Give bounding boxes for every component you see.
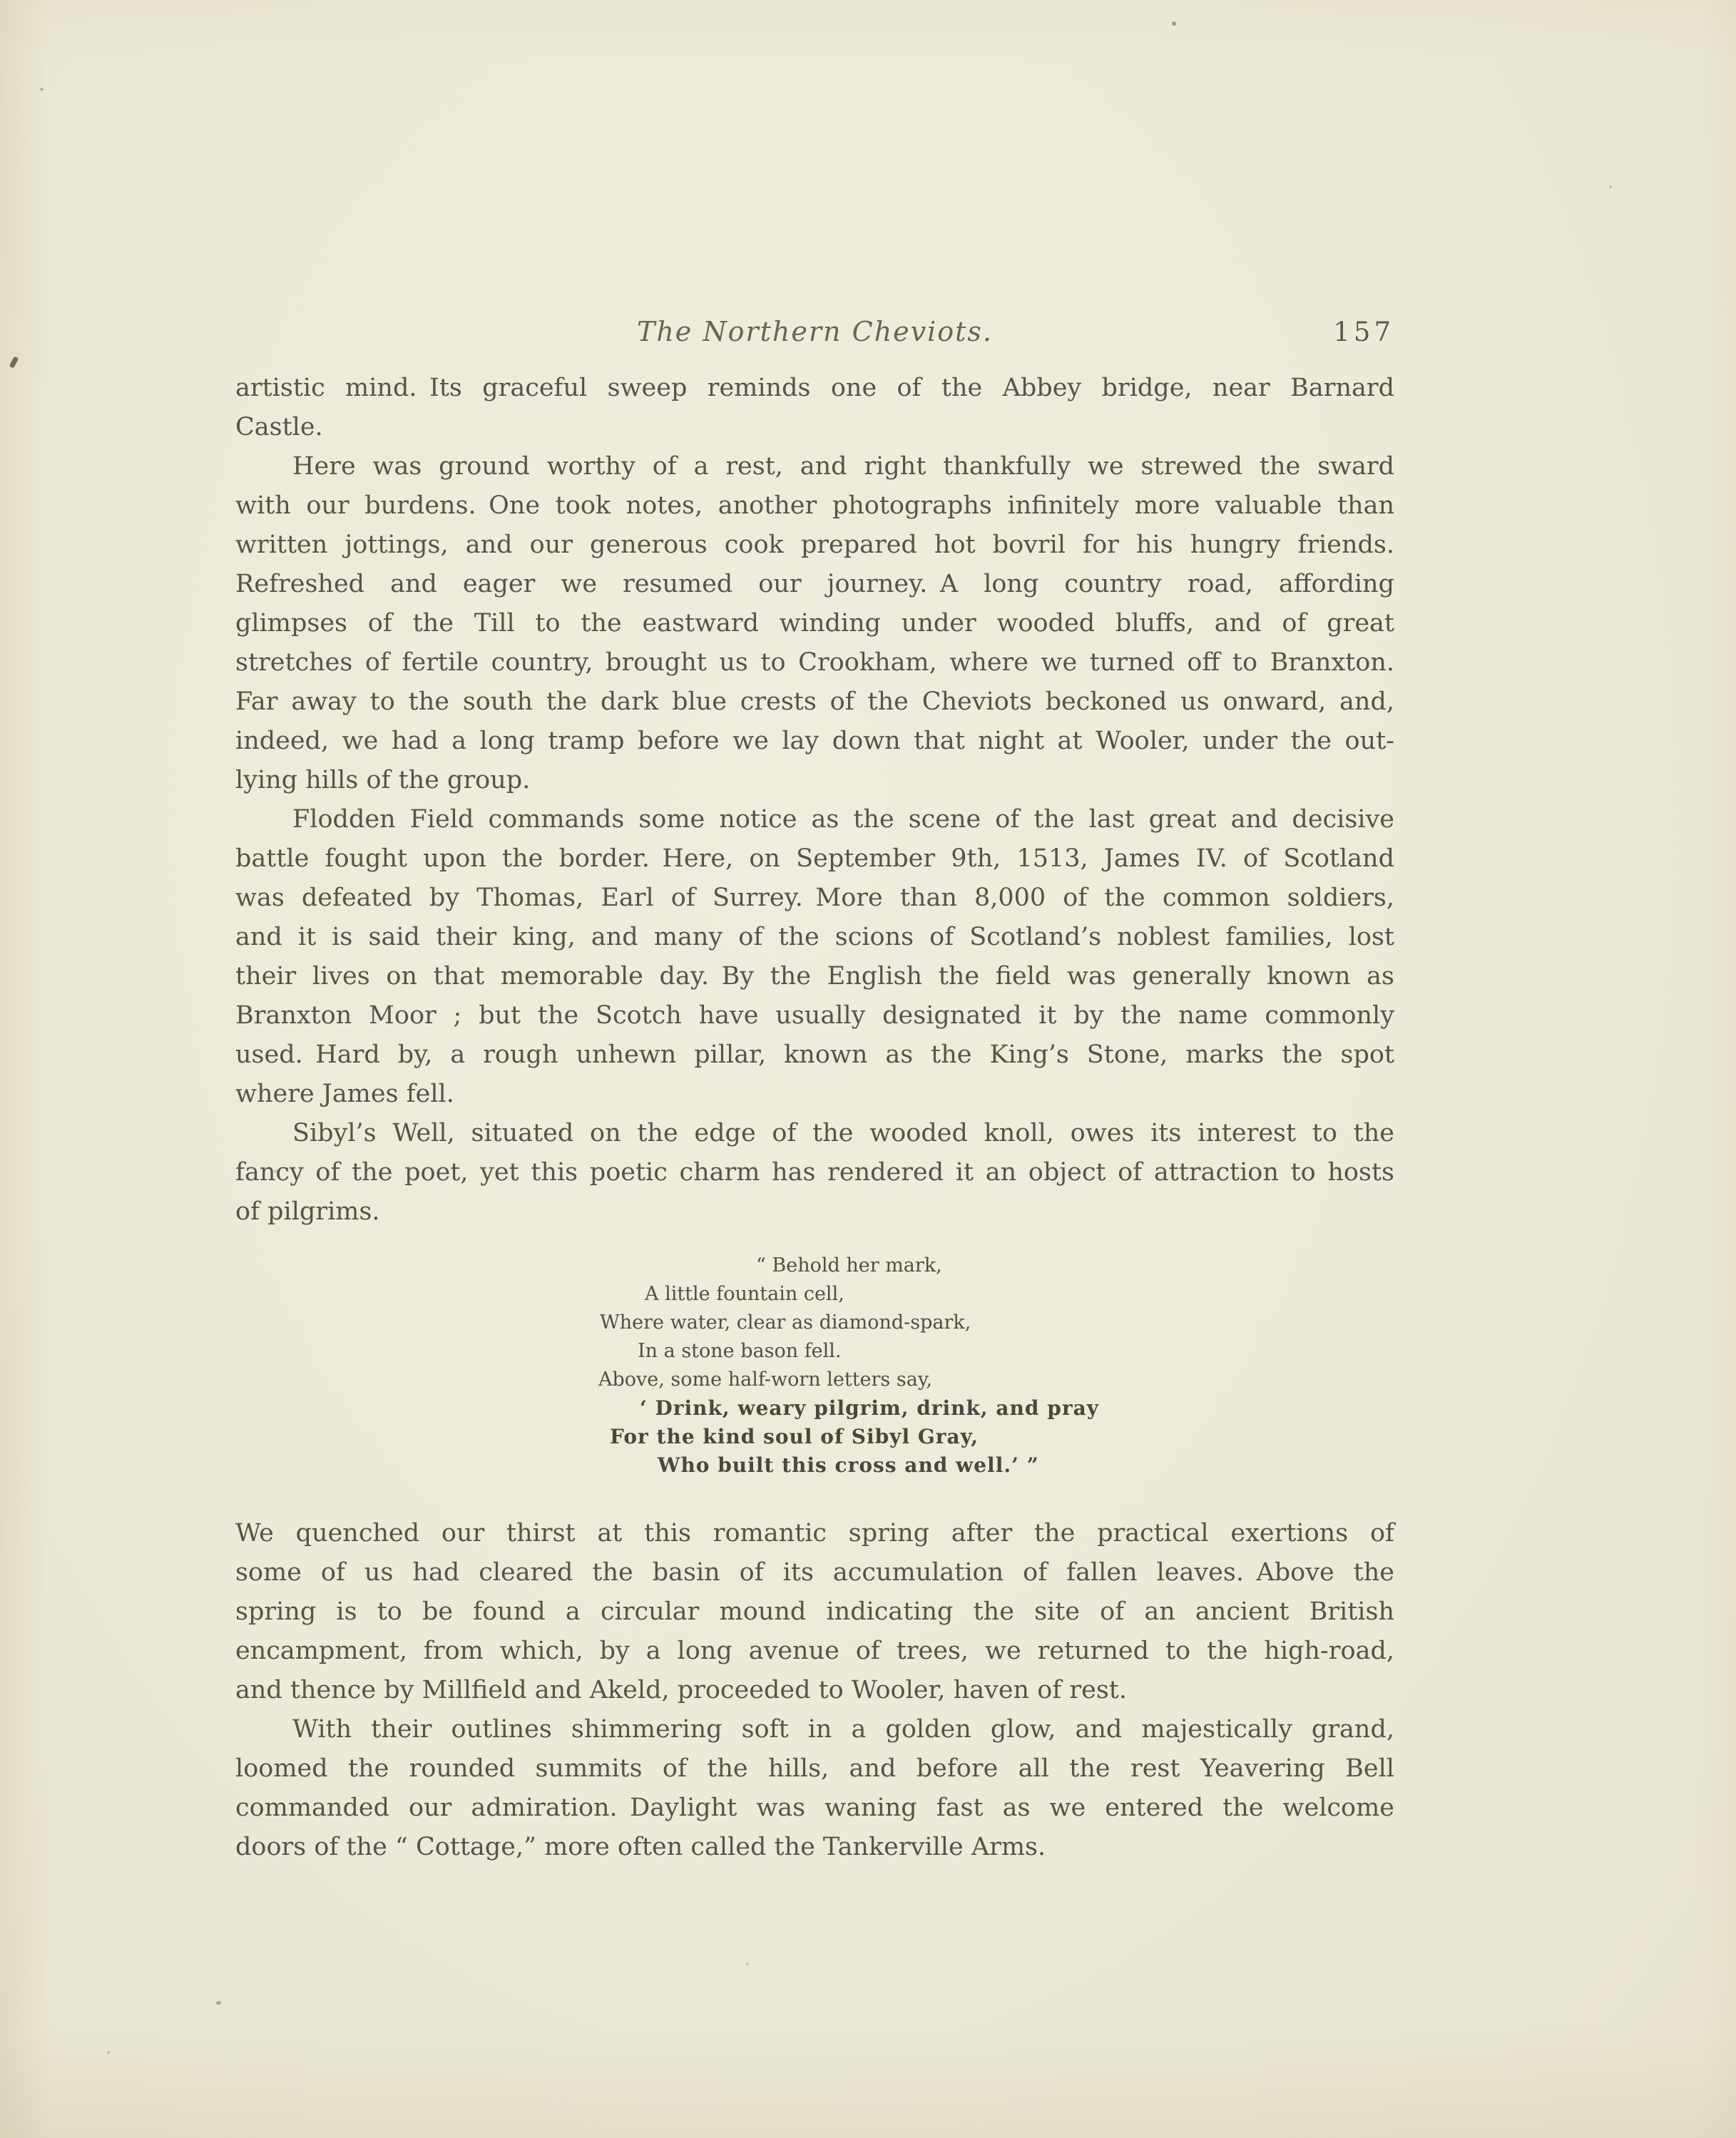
paper-speck (215, 2000, 221, 2005)
verse-quotation (598, 1252, 1394, 1480)
ink-fleck (9, 356, 19, 368)
poem-line-blackletter: ‘ Drink, weary pilgrim, drink, and pray (640, 1396, 1099, 1420)
page-number: 157 (1333, 317, 1394, 347)
paper-speck (1609, 185, 1612, 188)
text-line: was defeated by Thomas, Earl of Surrey. More than 8,000 of the common soldiers, (235, 884, 1394, 912)
text-block (235, 312, 1394, 1867)
text-line: their lives on that memorable day. By the English the field was generally known as (235, 962, 1394, 991)
poem-line: A little fountain cell, (645, 1283, 844, 1305)
text-line: and thence by Millfield and Akeld, proceeded to Wooler, haven of rest. (235, 1676, 1127, 1704)
text-line: Refreshed and eager we resumed our journey. A long country road, affording (235, 570, 1394, 598)
paper-speck (40, 88, 44, 91)
text-line: Sibyl’s Well, situated on the edge of the wooded knoll, owes its interest to the (292, 1119, 1394, 1147)
text-line: lying hills of the group. (235, 766, 531, 794)
poem-line-blackletter: Who built this cross and well.’ ” (658, 1453, 1039, 1477)
paragraph (235, 447, 1394, 800)
text-line: with our burdens. One took notes, another photographs infinitely more valuable than (235, 491, 1394, 520)
text-line: Branxton Moor ; but the Scotch have usually designated it by the name commonly (235, 1001, 1394, 1030)
paper-speck (1172, 21, 1176, 26)
paper-speck (746, 1963, 749, 1965)
text-line: loomed the rounded summits of the hills, and before all the rest Yeavering Bell (235, 1754, 1394, 1783)
text-line: Castle. (235, 413, 323, 441)
poem-line: Where water, clear as diamond-spark, (600, 1311, 971, 1334)
text-line: commanded our admiration. Daylight was waning fast as we entered the welcome (235, 1794, 1394, 1822)
paragraph (235, 369, 1394, 447)
text-line: and it is said their king, and many of the scions of Scotland’s noblest families, lost (235, 923, 1394, 951)
text-line: battle fought upon the border. Here, on September 9th, 1513, James IV. of Scotland (235, 844, 1394, 873)
text-line: Flodden Field commands some notice as the scene of the last great and decisive (292, 805, 1394, 834)
text-line: fancy of the poet, yet this poetic charm has rendered it an object of attraction to hosts (235, 1158, 1394, 1187)
text-line: used. Hard by, a rough unhewn pillar, known as the King’s Stone, marks the spot (235, 1040, 1394, 1069)
text-line: where James fell. (235, 1080, 454, 1108)
text-line: of pilgrims. (235, 1197, 380, 1226)
poem-line: In a stone bason fell. (638, 1340, 842, 1362)
text-line: indeed, we had a long tramp before we lay down that night at Wooler, under the out- (235, 727, 1394, 755)
text-line: spring is to be found a circular mound indicating the site of an ancient British (235, 1597, 1394, 1626)
paragraph (235, 800, 1394, 1114)
text-line: some of us had cleared the basin of its accumulation of fallen leaves. Above the (235, 1558, 1394, 1587)
text-line: stretches of fertile country, brought us to Crookham, where we turned off to Branxton. (235, 648, 1394, 677)
text-line: With their outlines shimmering soft in a golden glow, and majestically grand, (292, 1715, 1394, 1744)
paper-speck (107, 2051, 110, 2054)
running-header (235, 312, 1394, 352)
poem-line-blackletter: For the kind soul of Sibyl Gray, (610, 1425, 979, 1448)
text-line: Here was ground worthy of a rest, and right thankfully we strewed the sward (292, 452, 1394, 481)
page-title: The Northern Cheviots. (636, 316, 994, 347)
page-body (235, 369, 1394, 1867)
paragraph (235, 1514, 1394, 1710)
text-line: We quenched our thirst at this romantic spring after the practical exertions of (235, 1519, 1394, 1548)
poem-line: “ Behold her mark, (756, 1254, 942, 1277)
text-line: Far away to the south the dark blue crests of the Cheviots beckoned us onward, and, (235, 687, 1394, 716)
text-line: artistic mind. Its graceful sweep reminds one of the Abbey bridge, near Barnard (235, 374, 1394, 402)
paragraph (235, 1710, 1394, 1867)
text-line: written jottings, and our generous cook prepared hot bovril for his hungry friends. (235, 531, 1394, 559)
text-line: doors of the “ Cottage,” more often called the Tankerville Arms. (235, 1833, 1046, 1861)
text-line: glimpses of the Till to the eastward winding under wooded bluffs, and of great (235, 609, 1394, 638)
text-line: encampment, from which, by a long avenue of trees, we returned to the high-road, (235, 1637, 1394, 1665)
poem-line: Above, some half-worn letters say, (598, 1369, 933, 1391)
paragraph (235, 1114, 1394, 1232)
